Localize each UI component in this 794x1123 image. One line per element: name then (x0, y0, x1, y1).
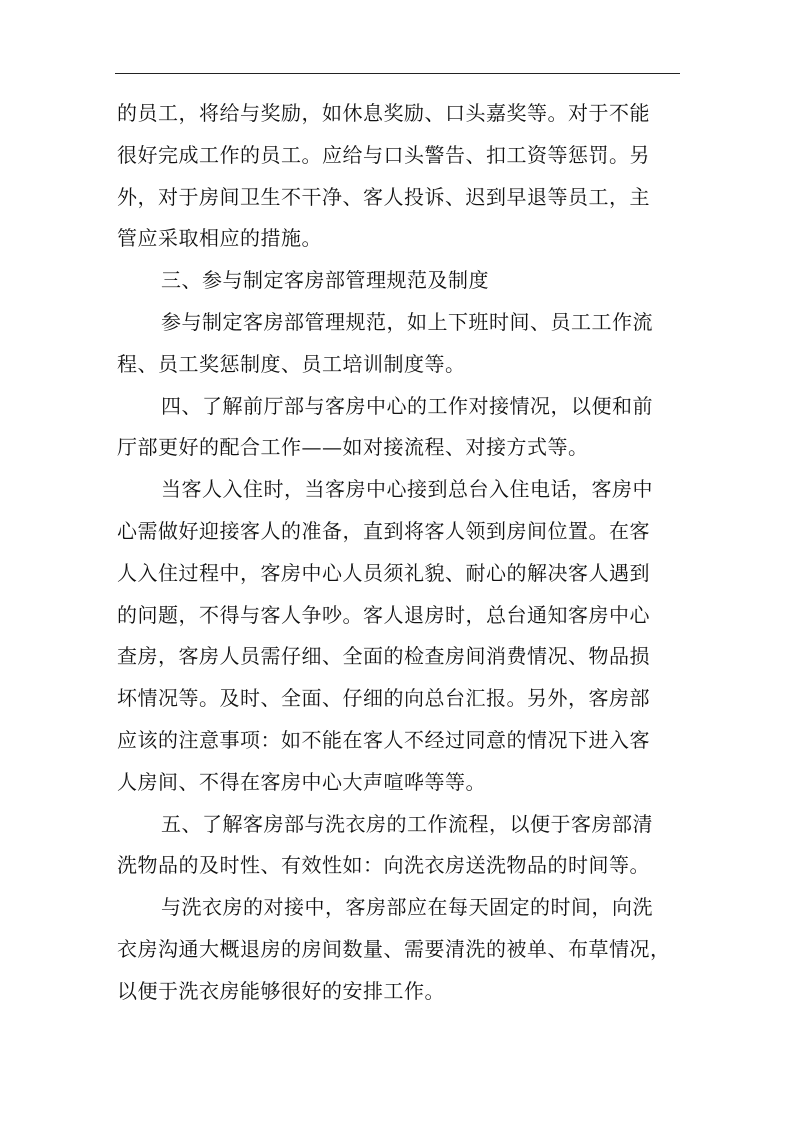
text-line: 与洗衣房的对接中，客房部应在每天固定的时间，向洗 (161, 895, 653, 920)
text-line: 人房间、不得在客房中心大声喧哗等等。 (117, 769, 486, 794)
text-line: 的员工，将给与奖励，如休息奖励、口头嘉奖等。对于不能 (117, 101, 650, 125)
text-line: 查房，客房人员需仔细、全面的检查房间消费情况、物品损 (117, 644, 650, 669)
section-heading: 五、了解客房部与洗衣房的工作流程，以便于客房部清 (161, 811, 653, 836)
header-rule (115, 73, 680, 74)
text-line: 管应采取相应的措施。 (117, 226, 322, 251)
text-line: 坏情况等。及时、全面、仔细的向总台汇报。另外，客房部 (117, 686, 650, 711)
text-line: 以便于洗衣房能够很好的安排工作。 (117, 978, 445, 1003)
text-line: 衣房沟通大概退房的房间数量、需要清洗的被单、布草情况， (117, 936, 671, 961)
text-line: 应该的注意事项：如不能在客人不经过同意的情况下进入客 (117, 727, 650, 752)
text-line: 参与制定客房部管理规范，如上下班时间、员工工作流 (161, 309, 653, 334)
text-line: 洗物品的及时性、有效性如：向洗衣房送洗物品的时间等。 (117, 853, 650, 878)
section-heading: 三、参与制定客房部管理规范及制度 (161, 268, 489, 293)
text-line: 厅部更好的配合工作——如对接流程、对接方式等。 (117, 435, 589, 460)
text-line: 很好完成工作的员工。应给与口头警告、扣工资等惩罚。另 (117, 142, 650, 167)
text-line: 程、员工奖惩制度、员工培训制度等。 (117, 351, 466, 376)
text-line: 外，对于房间卫生不干净、客人投诉、迟到早退等员工，主 (117, 184, 650, 209)
document-body (117, 93, 685, 1013)
text-line: 当客人入住时，当客房中心接到总台入住电话，客房中 (161, 477, 653, 502)
text-line: 的问题，不得与客人争吵。客人退房时，总台通知客房中心 (117, 602, 650, 627)
text-line: 心需做好迎接客人的准备，直到将客人领到房间位置。在客 (117, 518, 650, 543)
text-line: 人入住过程中，客房中心人员须礼貌、耐心的解决客人遇到 (117, 560, 650, 585)
section-heading: 四、了解前厅部与客房中心的工作对接情况，以便和前 (161, 393, 653, 418)
